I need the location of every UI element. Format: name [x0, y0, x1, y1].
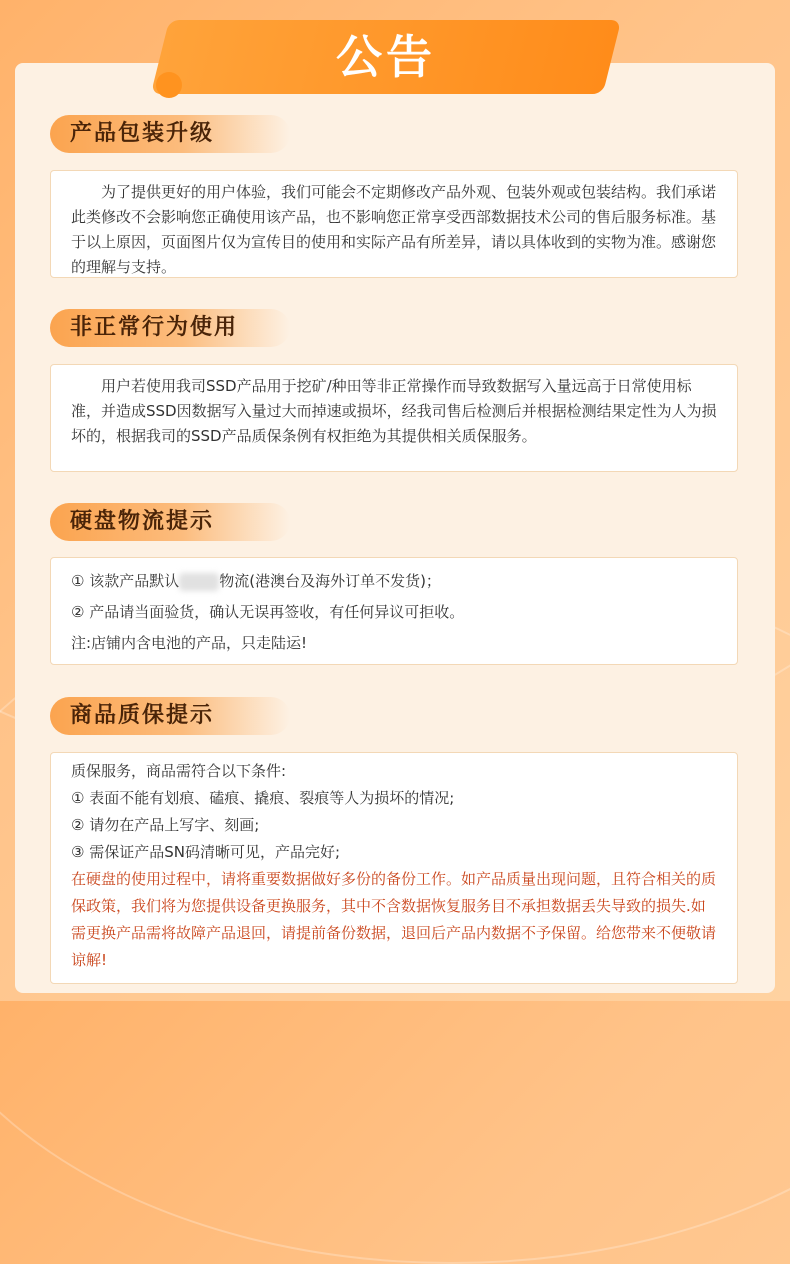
section-heading-label: 产品包装升级 — [70, 121, 215, 146]
section-box-abnormal-use — [50, 364, 738, 472]
warranty-warning: 在硬盘的使用过程中，请将重要数据做好多份的备份工作。如产品质量出现问题，且符合相关的质保政策，我们将为您提供设备更换服务，其中不含数据恢复服务目不承担数据丢失导致的损失.如需更换产品需将故障产品退回，请提前备份数据，退回后产品内数据不予保留。给您带来不便敬请谅解! — [71, 870, 717, 969]
section-heading-label: 商品质保提示 — [70, 703, 215, 728]
section-heading-label: 硬盘物流提示 — [70, 509, 215, 534]
section-heading-logistics — [50, 503, 290, 541]
logistics-line-3: 注:店铺内含电池的产品，只走陆运! — [71, 634, 308, 652]
warranty-condition-3: ③ 需保证产品SN码清晰可见，产品完好; — [71, 843, 341, 861]
section-box-packaging — [50, 170, 738, 278]
warranty-intro: 质保服务，商品需符合以下条件: — [71, 762, 287, 780]
section-text: 用户若使用我司SSD产品用于挖矿/种田等非正常操作而导致数据写入量远高于日常使用标准，并造成SSD因数据写入量过大而掉速或损坏，经我司售后检测后并根据检测结果定性为人为损坏的，根据我司的SSD产品质保条例有权拒绝为其提供相关质保服务。 — [71, 377, 717, 445]
section-heading-packaging — [50, 115, 290, 153]
blurred-text — [179, 573, 219, 591]
section-box-logistics — [50, 557, 738, 665]
page-title: 公告 — [336, 30, 436, 84]
section-heading-warranty — [50, 697, 290, 735]
warranty-condition-2: ② 请勿在产品上写字、刻画; — [71, 816, 260, 834]
section-text: 为了提供更好的用户体验，我们可能会不定期修改产品外观、包装外观或包装结构。我们承诺此类修改不会影响您正确使用该产品，也不影响您正常享受西部数据技术公司的售后服务标准。基于以上原因，页面图片仅为宣传目的使用和实际产品有所差异，请以具体收到的实物为准。感谢您的理解与支持。 — [71, 183, 717, 276]
section-heading-abnormal-use — [50, 309, 290, 347]
logistics-line-1: ① 该款产品默认 物流(港澳台及海外订单不发货)； — [71, 572, 441, 590]
section-box-warranty — [50, 752, 738, 984]
section-heading-label: 非正常行为使用 — [70, 315, 239, 340]
warranty-condition-1: ① 表面不能有划痕、磕痕、撬痕、裂痕等人为损坏的情况; — [71, 789, 455, 807]
logistics-line-2: ② 产品请当面验货，确认无误再签收，有任何异议可拒收。 — [71, 603, 465, 621]
